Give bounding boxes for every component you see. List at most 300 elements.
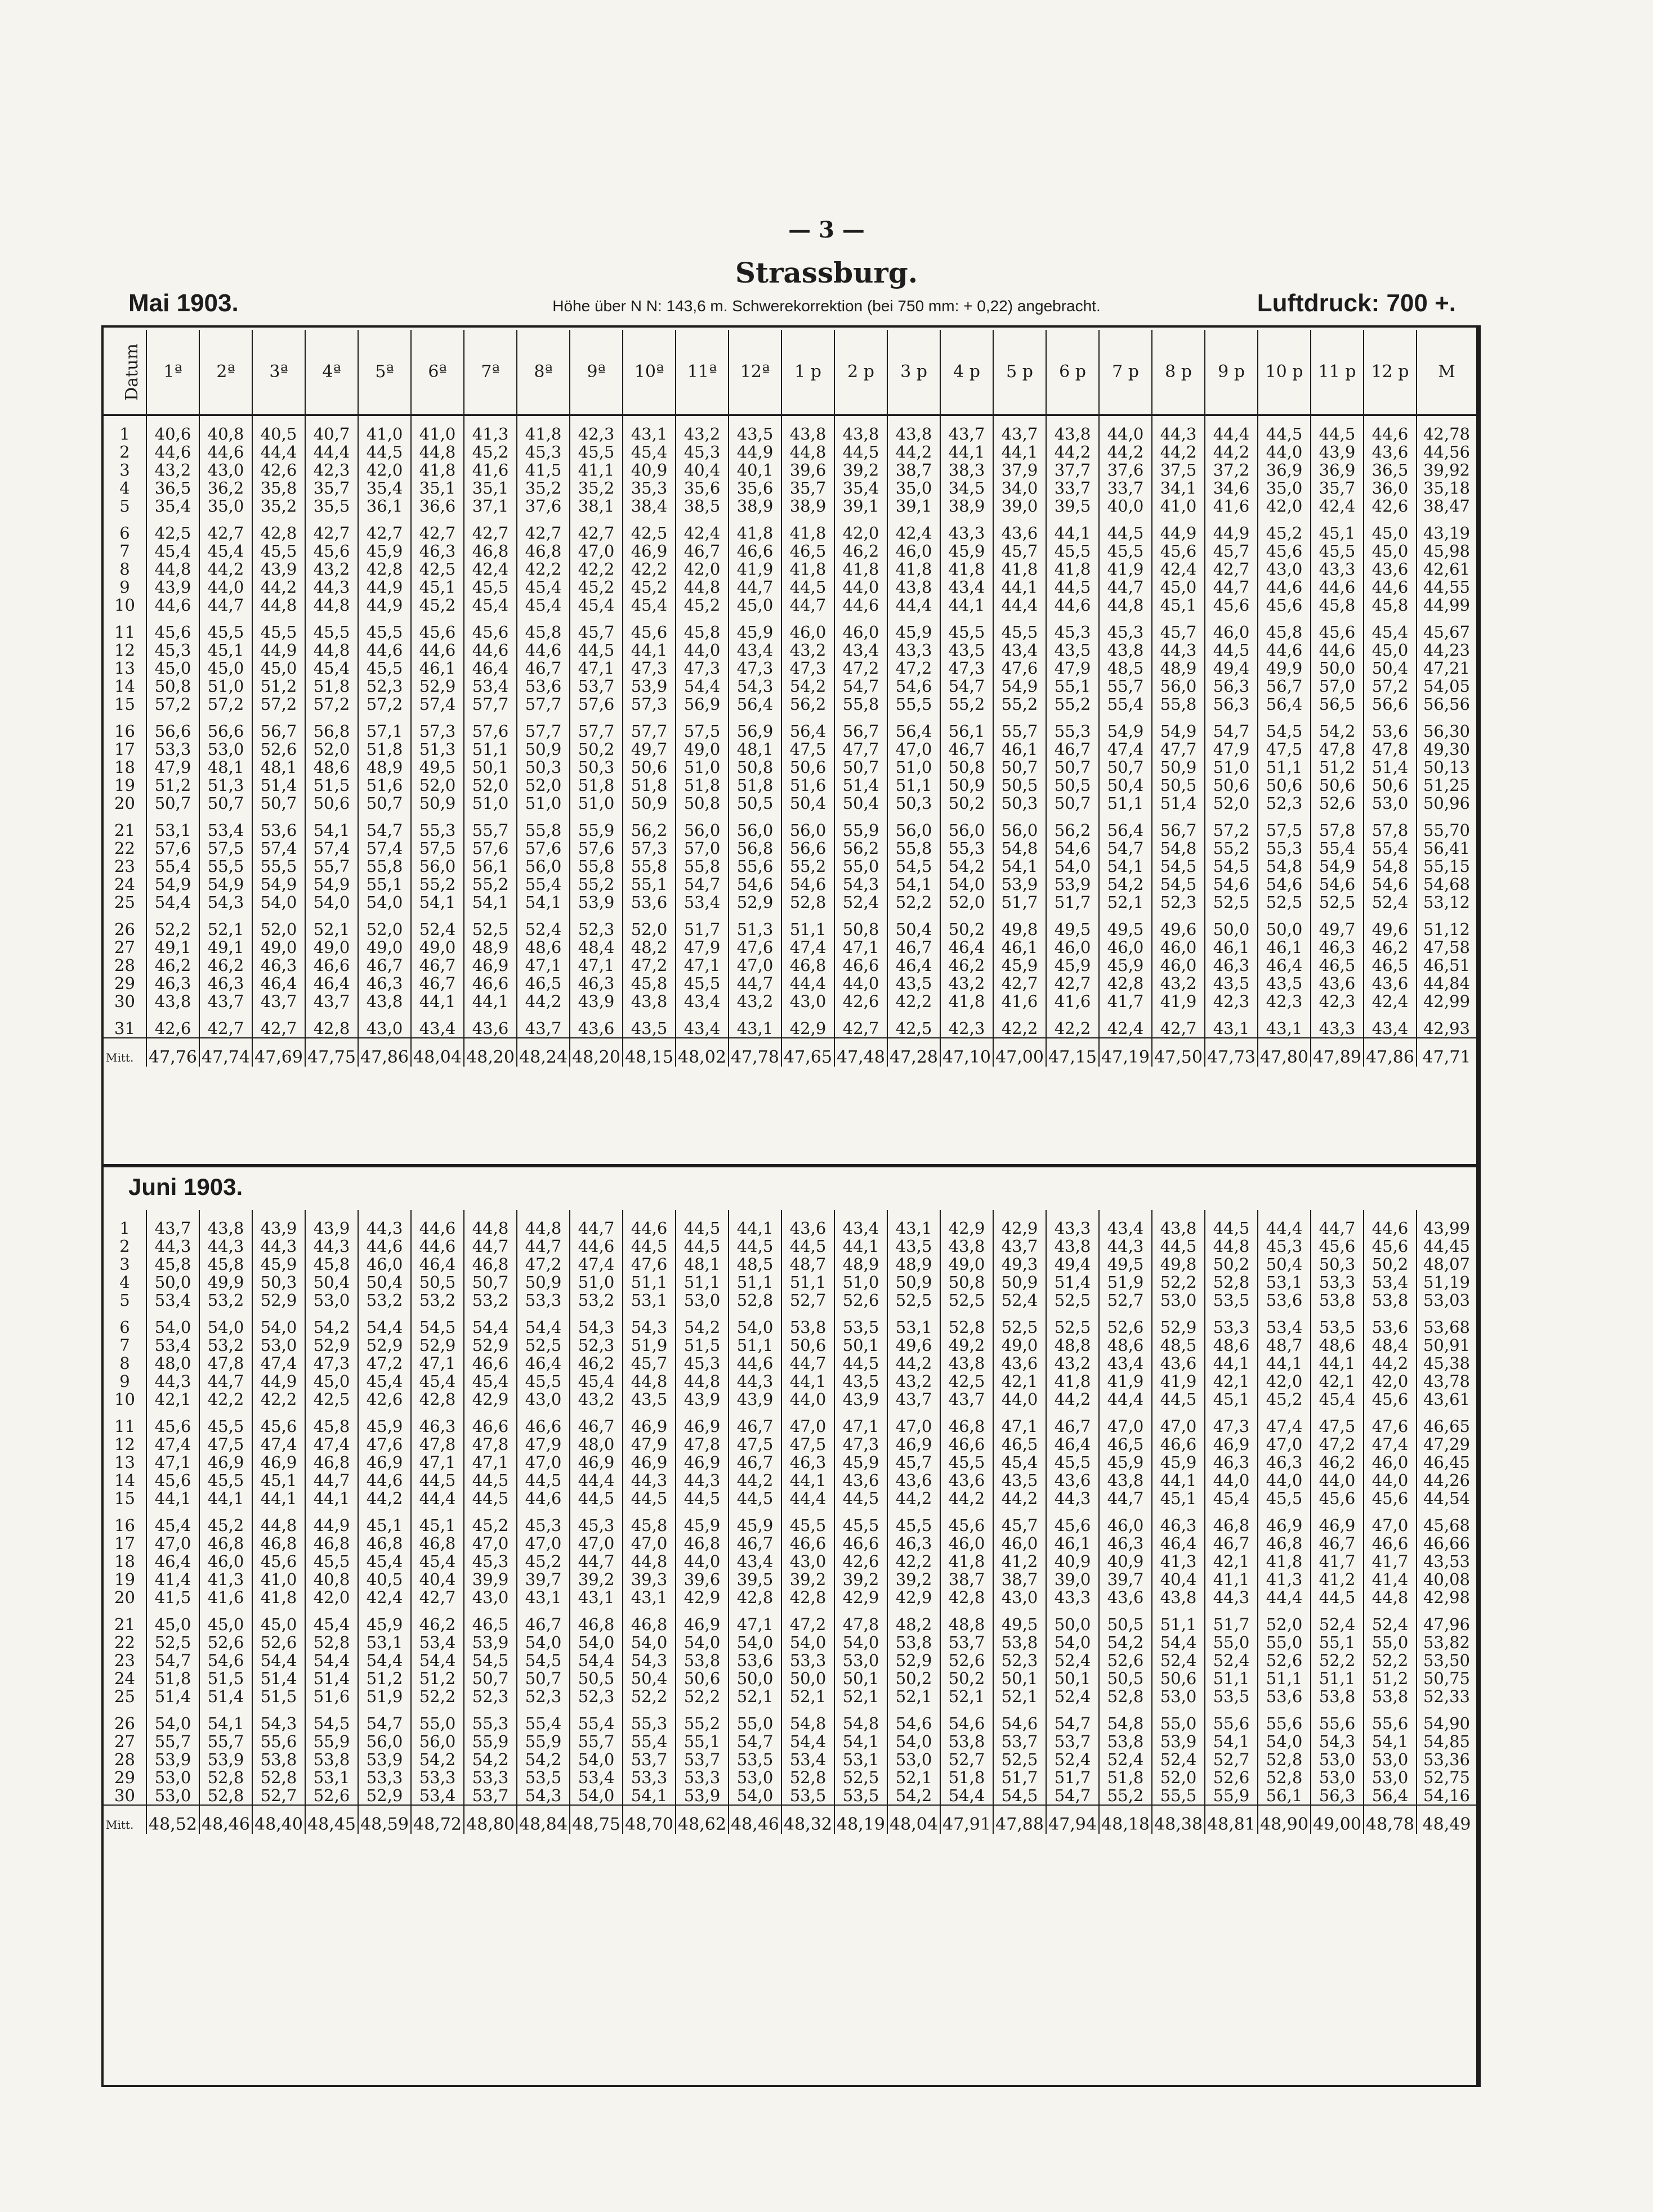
pressure-value: 48,6 bbox=[1099, 1336, 1152, 1354]
pressure-value: 55,3 bbox=[940, 839, 993, 857]
pressure-value: 45,5 bbox=[887, 1507, 940, 1534]
pressure-value: 43,4 bbox=[940, 578, 993, 596]
hourly-mean: 47,65 bbox=[781, 1038, 834, 1067]
pressure-value: 44,8 bbox=[676, 578, 729, 596]
pressure-value: 52,1 bbox=[834, 1687, 887, 1705]
pressure-value: 44,8 bbox=[623, 1372, 676, 1390]
pressure-value: 43,8 bbox=[1046, 415, 1099, 444]
pressure-value: 41,6 bbox=[199, 1588, 252, 1606]
pressure-value: 54,0 bbox=[676, 1633, 729, 1651]
pressure-value: 47,9 bbox=[1205, 740, 1258, 758]
table-row bbox=[104, 992, 1476, 1010]
pressure-value: 43,4 bbox=[834, 1210, 887, 1237]
pressure-value: 46,3 bbox=[887, 1534, 940, 1552]
pressure-value: 44,2 bbox=[993, 1489, 1046, 1507]
day-number: 3 bbox=[119, 1255, 130, 1273]
pressure-value: 40,8 bbox=[305, 1570, 358, 1588]
pressure-value: 51,5 bbox=[252, 1687, 305, 1705]
pressure-value: 53,4 bbox=[411, 1633, 464, 1651]
pressure-value: 36,9 bbox=[1258, 461, 1311, 479]
pressure-value: 42,5 bbox=[305, 1390, 358, 1408]
pressure-value: 44,1 bbox=[1258, 1354, 1311, 1372]
daily-mean: 53,36 bbox=[1417, 1750, 1476, 1768]
pressure-value: 55,9 bbox=[464, 1732, 517, 1750]
daily-mean: 55,15 bbox=[1417, 857, 1476, 875]
daily-mean: 43,61 bbox=[1417, 1390, 1476, 1408]
pressure-value: 53,8 bbox=[993, 1633, 1046, 1651]
pressure-value: 35,6 bbox=[729, 479, 781, 497]
pressure-value: 50,6 bbox=[623, 758, 676, 776]
pressure-value: 46,6 bbox=[834, 956, 887, 974]
pressure-value: 55,4 bbox=[570, 1705, 623, 1732]
pressure-value: 44,7 bbox=[517, 1237, 570, 1255]
pressure-value: 56,9 bbox=[729, 713, 781, 740]
pressure-value: 53,7 bbox=[623, 1750, 676, 1768]
pressure-value: 50,3 bbox=[993, 794, 1046, 812]
hour-header: 10 p bbox=[1258, 330, 1311, 415]
pressure-value: 45,9 bbox=[1099, 956, 1152, 974]
pressure-value: 43,9 bbox=[252, 1210, 305, 1237]
pressure-value: 40,4 bbox=[676, 461, 729, 479]
pressure-value: 55,8 bbox=[676, 857, 729, 875]
pressure-value: 43,9 bbox=[729, 1390, 781, 1408]
pressure-value: 46,5 bbox=[1099, 1435, 1152, 1453]
pressure-value: 50,8 bbox=[940, 1273, 993, 1291]
table-row bbox=[104, 893, 1476, 911]
pressure-value: 53,5 bbox=[1205, 1291, 1258, 1309]
pressure-value: 47,1 bbox=[411, 1453, 464, 1471]
section-separator bbox=[101, 1164, 1481, 1167]
pressure-value: 41,3 bbox=[1152, 1552, 1205, 1570]
pressure-value: 44,9 bbox=[305, 1507, 358, 1534]
pressure-value: 51,4 bbox=[199, 1687, 252, 1705]
pressure-value: 46,8 bbox=[411, 1534, 464, 1552]
table-row bbox=[104, 1010, 1476, 1038]
pressure-value: 50,2 bbox=[940, 911, 993, 938]
pressure-value: 46,7 bbox=[1205, 1534, 1258, 1552]
pressure-value: 45,8 bbox=[305, 1255, 358, 1273]
pressure-value: 34,5 bbox=[940, 479, 993, 497]
pressure-value: 44,0 bbox=[1258, 1471, 1311, 1489]
mitt-row bbox=[104, 1038, 1476, 1067]
pressure-value: 44,3 bbox=[1152, 415, 1205, 444]
pressure-value: 55,4 bbox=[1099, 695, 1152, 713]
pressure-value: 44,6 bbox=[834, 596, 887, 614]
pressure-value: 44,4 bbox=[1258, 1210, 1311, 1237]
pressure-value: 43,9 bbox=[570, 992, 623, 1010]
pressure-value: 37,1 bbox=[464, 497, 517, 515]
table-row bbox=[104, 1435, 1476, 1453]
pressure-value: 48,6 bbox=[1205, 1336, 1258, 1354]
daily-mean: 50,13 bbox=[1417, 758, 1476, 776]
pressure-value: 42,1 bbox=[1205, 1552, 1258, 1570]
hourly-mean: 47,00 bbox=[993, 1038, 1046, 1067]
pressure-value: 44,2 bbox=[1046, 1390, 1099, 1408]
pressure-value: 43,5 bbox=[887, 1237, 940, 1255]
pressure-value: 48,0 bbox=[570, 1435, 623, 1453]
pressure-value: 45,9 bbox=[358, 1606, 411, 1633]
pressure-value: 43,5 bbox=[623, 1010, 676, 1038]
pressure-value: 50,9 bbox=[1152, 758, 1205, 776]
table-row bbox=[104, 812, 1476, 839]
hour-header: 7 p bbox=[1099, 330, 1152, 415]
pressure-value: 52,6 bbox=[199, 1633, 252, 1651]
pressure-value: 42,9 bbox=[887, 1588, 940, 1606]
pressure-value: 55,7 bbox=[570, 1732, 623, 1750]
pressure-value: 45,9 bbox=[252, 1255, 305, 1273]
pressure-value: 45,8 bbox=[199, 1255, 252, 1273]
pressure-value: 44,8 bbox=[1205, 1237, 1258, 1255]
pressure-value: 43,8 bbox=[887, 578, 940, 596]
pressure-value: 51,1 bbox=[464, 740, 517, 758]
pressure-value: 43,6 bbox=[1099, 1588, 1152, 1606]
pressure-value: 54,0 bbox=[729, 1309, 781, 1336]
pressure-value: 47,0 bbox=[146, 1534, 199, 1552]
pressure-value: 57,4 bbox=[305, 839, 358, 857]
pressure-value: 53,3 bbox=[623, 1768, 676, 1786]
day-number: 28 bbox=[114, 956, 135, 974]
pressure-value: 39,2 bbox=[570, 1570, 623, 1588]
pressure-value: 51,1 bbox=[1258, 1669, 1311, 1687]
pressure-value: 44,5 bbox=[623, 1489, 676, 1507]
pressure-value: 44,6 bbox=[1364, 415, 1417, 444]
pressure-value: 55,4 bbox=[517, 1705, 570, 1732]
pressure-value: 46,5 bbox=[517, 974, 570, 992]
pressure-value: 45,0 bbox=[1364, 641, 1417, 659]
daily-mean: 43,78 bbox=[1417, 1372, 1476, 1390]
pressure-value: 55,5 bbox=[1152, 1786, 1205, 1805]
pressure-value: 52,6 bbox=[834, 1291, 887, 1309]
pressure-value: 53,0 bbox=[199, 740, 252, 758]
pressure-value: 54,5 bbox=[305, 1705, 358, 1732]
pressure-value: 44,8 bbox=[676, 1372, 729, 1390]
pressure-value: 56,6 bbox=[146, 713, 199, 740]
pressure-value: 44,3 bbox=[252, 1237, 305, 1255]
datum-header bbox=[104, 330, 146, 415]
hourly-mean: 48,90 bbox=[1258, 1805, 1311, 1834]
pressure-value: 47,2 bbox=[623, 956, 676, 974]
pressure-value: 52,1 bbox=[887, 1687, 940, 1705]
pressure-value: 46,7 bbox=[729, 1453, 781, 1471]
pressure-value: 46,9 bbox=[358, 1453, 411, 1471]
pressure-value: 45,3 bbox=[1099, 614, 1152, 641]
pressure-value: 54,5 bbox=[1205, 857, 1258, 875]
pressure-value: 50,6 bbox=[1258, 776, 1311, 794]
pressure-value: 51,4 bbox=[252, 776, 305, 794]
pressure-value: 55,0 bbox=[1364, 1633, 1417, 1651]
pressure-value: 53,8 bbox=[887, 1633, 940, 1651]
day-number: 6 bbox=[119, 1318, 130, 1336]
pressure-value: 46,2 bbox=[199, 956, 252, 974]
pressure-value: 44,6 bbox=[729, 1354, 781, 1372]
pressure-value: 45,6 bbox=[1258, 596, 1311, 614]
pressure-value: 44,2 bbox=[1205, 443, 1258, 461]
pressure-value: 52,0 bbox=[1152, 1768, 1205, 1786]
pressure-value: 51,0 bbox=[570, 1273, 623, 1291]
pressure-value: 46,7 bbox=[517, 1606, 570, 1633]
pressure-value: 56,3 bbox=[1205, 677, 1258, 695]
pressure-value: 45,4 bbox=[146, 1507, 199, 1534]
pressure-value: 46,7 bbox=[729, 1408, 781, 1435]
pressure-value: 43,6 bbox=[887, 1471, 940, 1489]
table-row bbox=[104, 857, 1476, 875]
pressure-value: 57,7 bbox=[517, 713, 570, 740]
pressure-value: 54,4 bbox=[411, 1651, 464, 1669]
pressure-value: 44,5 bbox=[1205, 1210, 1258, 1237]
hourly-mean: 48,04 bbox=[411, 1038, 464, 1067]
pressure-value: 54,2 bbox=[305, 1309, 358, 1336]
pressure-value: 45,5 bbox=[199, 1408, 252, 1435]
pressure-value: 45,4 bbox=[623, 596, 676, 614]
hourly-mean: 47,76 bbox=[146, 1038, 199, 1067]
day-number: 21 bbox=[114, 1615, 135, 1633]
pressure-value: 46,4 bbox=[146, 1552, 199, 1570]
pressure-value: 46,0 bbox=[940, 1534, 993, 1552]
pressure-value: 37,2 bbox=[1205, 461, 1258, 479]
daily-mean: 49,30 bbox=[1417, 740, 1476, 758]
pressure-value: 55,6 bbox=[252, 1732, 305, 1750]
day-number: 27 bbox=[114, 1732, 135, 1750]
pressure-value: 43,2 bbox=[1046, 1354, 1099, 1372]
pressure-value: 46,7 bbox=[517, 659, 570, 677]
pressure-value: 47,6 bbox=[358, 1435, 411, 1453]
pressure-value: 53,8 bbox=[252, 1750, 305, 1768]
pressure-value: 45,6 bbox=[146, 1471, 199, 1489]
pressure-value: 51,8 bbox=[940, 1768, 993, 1786]
pressure-value: 44,9 bbox=[1205, 515, 1258, 542]
pressure-value: 43,4 bbox=[729, 641, 781, 659]
pressure-value: 51,0 bbox=[887, 758, 940, 776]
pressure-value: 47,1 bbox=[464, 1453, 517, 1471]
pressure-value: 47,6 bbox=[993, 659, 1046, 677]
pressure-value: 55,6 bbox=[1205, 1705, 1258, 1732]
daily-mean: 52,75 bbox=[1417, 1768, 1476, 1786]
pressure-value: 47,0 bbox=[464, 1534, 517, 1552]
daily-mean: 50,91 bbox=[1417, 1336, 1476, 1354]
day-number: 16 bbox=[114, 722, 135, 740]
hourly-mean: 47,69 bbox=[252, 1038, 305, 1067]
daily-mean: 45,38 bbox=[1417, 1354, 1476, 1372]
pressure-value: 44,5 bbox=[781, 1237, 834, 1255]
pressure-value: 44,5 bbox=[676, 1237, 729, 1255]
pressure-value: 42,0 bbox=[676, 560, 729, 578]
pressure-value: 44,2 bbox=[1152, 443, 1205, 461]
pressure-value: 54,0 bbox=[729, 1633, 781, 1651]
pressure-value: 53,9 bbox=[993, 875, 1046, 893]
pressure-value: 48,9 bbox=[887, 1255, 940, 1273]
pressure-value: 50,2 bbox=[940, 1669, 993, 1687]
pressure-value: 45,2 bbox=[1258, 1390, 1311, 1408]
pressure-value: 57,5 bbox=[676, 713, 729, 740]
pressure-value: 45,6 bbox=[305, 542, 358, 560]
pressure-value: 44,4 bbox=[252, 443, 305, 461]
pressure-value: 54,0 bbox=[252, 893, 305, 911]
pressure-value: 44,9 bbox=[358, 596, 411, 614]
pressure-value: 53,3 bbox=[146, 740, 199, 758]
pressure-value: 45,4 bbox=[570, 596, 623, 614]
pressure-value: 41,3 bbox=[199, 1570, 252, 1588]
day-number: 16 bbox=[114, 1516, 135, 1534]
pressure-value: 45,9 bbox=[834, 1453, 887, 1471]
pressure-value: 49,9 bbox=[199, 1273, 252, 1291]
pressure-value: 54,8 bbox=[1099, 1705, 1152, 1732]
pressure-value: 41,7 bbox=[1364, 1552, 1417, 1570]
pressure-value: 41,1 bbox=[1205, 1570, 1258, 1588]
pressure-value: 44,5 bbox=[411, 1471, 464, 1489]
pressure-value: 53,0 bbox=[887, 1750, 940, 1768]
pressure-value: 43,5 bbox=[887, 974, 940, 992]
pressure-value: 44,1 bbox=[834, 1237, 887, 1255]
pressure-value: 53,6 bbox=[729, 1651, 781, 1669]
daily-mean: 43,53 bbox=[1417, 1552, 1476, 1570]
daily-mean: 42,93 bbox=[1417, 1010, 1476, 1038]
pressure-value: 42,2 bbox=[623, 560, 676, 578]
pressure-value: 51,2 bbox=[146, 776, 199, 794]
table-row bbox=[104, 1489, 1476, 1507]
pressure-value: 43,7 bbox=[305, 992, 358, 1010]
pressure-value: 50,1 bbox=[993, 1669, 1046, 1687]
hourly-mean: 47,86 bbox=[1364, 1038, 1417, 1067]
pressure-value: 43,1 bbox=[887, 1210, 940, 1237]
pressure-value: 46,0 bbox=[1099, 938, 1152, 956]
pressure-value: 57,6 bbox=[570, 839, 623, 857]
pressure-value: 52,9 bbox=[358, 1786, 411, 1805]
table-row bbox=[104, 776, 1476, 794]
pressure-value: 54,2 bbox=[411, 1750, 464, 1768]
pressure-value: 46,2 bbox=[411, 1606, 464, 1633]
pressure-value: 45,0 bbox=[252, 659, 305, 677]
pressure-value: 44,7 bbox=[729, 974, 781, 992]
pressure-value: 46,4 bbox=[411, 1255, 464, 1273]
pressure-value: 37,6 bbox=[1099, 461, 1152, 479]
pressure-value: 49,0 bbox=[252, 938, 305, 956]
pressure-value: 44,0 bbox=[834, 974, 887, 992]
pressure-value: 52,5 bbox=[146, 1633, 199, 1651]
pressure-value: 55,0 bbox=[729, 1705, 781, 1732]
pressure-value: 48,7 bbox=[1258, 1336, 1311, 1354]
pressure-value: 43,7 bbox=[887, 1390, 940, 1408]
pressure-value: 33,7 bbox=[1046, 479, 1099, 497]
pressure-value: 54,2 bbox=[676, 1309, 729, 1336]
pressure-value: 55,1 bbox=[358, 875, 411, 893]
pressure-value: 43,0 bbox=[993, 1588, 1046, 1606]
daily-mean: 47,96 bbox=[1417, 1606, 1476, 1633]
pressure-value: 48,1 bbox=[199, 758, 252, 776]
pressure-value: 50,6 bbox=[1205, 776, 1258, 794]
table-row bbox=[104, 1291, 1476, 1309]
pressure-value: 50,6 bbox=[676, 1669, 729, 1687]
table-row bbox=[104, 1408, 1476, 1435]
pressure-value: 42,5 bbox=[411, 560, 464, 578]
pressure-value: 44,5 bbox=[517, 1471, 570, 1489]
pressure-value: 45,6 bbox=[252, 1552, 305, 1570]
pressure-value: 44,6 bbox=[1046, 596, 1099, 614]
pressure-value: 45,6 bbox=[464, 614, 517, 641]
pressure-value: 48,5 bbox=[729, 1255, 781, 1273]
pressure-value: 44,5 bbox=[729, 1237, 781, 1255]
pressure-value: 47,5 bbox=[1311, 1408, 1364, 1435]
pressure-value: 43,4 bbox=[1099, 1210, 1152, 1237]
pressure-value: 42,2 bbox=[993, 1010, 1046, 1038]
hourly-mean: 48,70 bbox=[623, 1805, 676, 1834]
pressure-value: 50,1 bbox=[464, 758, 517, 776]
pressure-value: 54,4 bbox=[570, 1651, 623, 1669]
pressure-value: 53,3 bbox=[676, 1768, 729, 1786]
pressure-value: 57,7 bbox=[464, 695, 517, 713]
pressure-value: 45,3 bbox=[464, 1552, 517, 1570]
hourly-mean: 49,00 bbox=[1311, 1805, 1364, 1834]
daily-mean: 43,19 bbox=[1417, 515, 1476, 542]
pressure-value: 35,4 bbox=[834, 479, 887, 497]
pressure-value: 42,2 bbox=[570, 560, 623, 578]
pressure-value: 55,0 bbox=[1205, 1633, 1258, 1651]
pressure-value: 46,9 bbox=[623, 1453, 676, 1471]
pressure-value: 52,2 bbox=[411, 1687, 464, 1705]
pressure-value: 52,4 bbox=[1152, 1750, 1205, 1768]
pressure-value: 47,3 bbox=[305, 1354, 358, 1372]
table-row bbox=[104, 415, 1476, 444]
pressure-value: 35,7 bbox=[781, 479, 834, 497]
pressure-value: 43,9 bbox=[676, 1390, 729, 1408]
pressure-value: 46,5 bbox=[464, 1606, 517, 1633]
pressure-value: 46,7 bbox=[1046, 740, 1099, 758]
pressure-value: 45,1 bbox=[411, 578, 464, 596]
pressure-value: 49,9 bbox=[1258, 659, 1311, 677]
pressure-value: 44,2 bbox=[940, 1489, 993, 1507]
pressure-value: 45,4 bbox=[199, 542, 252, 560]
pressure-value: 45,8 bbox=[305, 1408, 358, 1435]
hourly-mean: 48,04 bbox=[887, 1805, 940, 1834]
pressure-value: 35,4 bbox=[358, 479, 411, 497]
hourly-mean: 48,40 bbox=[252, 1805, 305, 1834]
pressure-value: 52,8 bbox=[1258, 1768, 1311, 1786]
pressure-value: 52,0 bbox=[411, 776, 464, 794]
pressure-value: 44,0 bbox=[1205, 1471, 1258, 1489]
pressure-value: 44,1 bbox=[940, 596, 993, 614]
daily-mean: 56,30 bbox=[1417, 713, 1476, 740]
pressure-value: 54,4 bbox=[940, 1786, 993, 1805]
table-row bbox=[104, 1372, 1476, 1390]
pressure-value: 54,8 bbox=[993, 839, 1046, 857]
pressure-value: 53,9 bbox=[199, 1750, 252, 1768]
pressure-value: 52,2 bbox=[146, 911, 199, 938]
pressure-value: 48,1 bbox=[676, 1255, 729, 1273]
pressure-value: 50,9 bbox=[940, 776, 993, 794]
table-row bbox=[104, 578, 1476, 596]
pressure-value: 45,4 bbox=[146, 542, 199, 560]
pressure-value: 47,4 bbox=[305, 1435, 358, 1453]
pressure-value: 53,3 bbox=[411, 1768, 464, 1786]
hour-header: 1 p bbox=[781, 330, 834, 415]
pressure-value: 54,1 bbox=[993, 857, 1046, 875]
pressure-value: 55,4 bbox=[1311, 839, 1364, 857]
pressure-value: 55,6 bbox=[1364, 1705, 1417, 1732]
pressure-value: 46,6 bbox=[464, 1354, 517, 1372]
pressure-value: 44,1 bbox=[623, 641, 676, 659]
pressure-value: 53,3 bbox=[1311, 1273, 1364, 1291]
pressure-value: 55,9 bbox=[834, 812, 887, 839]
pressure-value: 47,4 bbox=[1099, 740, 1152, 758]
pressure-value: 43,6 bbox=[993, 515, 1046, 542]
pressure-value: 56,7 bbox=[1258, 677, 1311, 695]
pressure-value: 44,7 bbox=[781, 1354, 834, 1372]
pressure-value: 45,6 bbox=[146, 1408, 199, 1435]
pressure-value: 52,5 bbox=[887, 1291, 940, 1309]
pressure-value: 47,6 bbox=[623, 1255, 676, 1273]
pressure-value: 56,2 bbox=[834, 839, 887, 857]
pressure-value: 52,7 bbox=[1099, 1291, 1152, 1309]
pressure-value: 45,6 bbox=[1205, 596, 1258, 614]
